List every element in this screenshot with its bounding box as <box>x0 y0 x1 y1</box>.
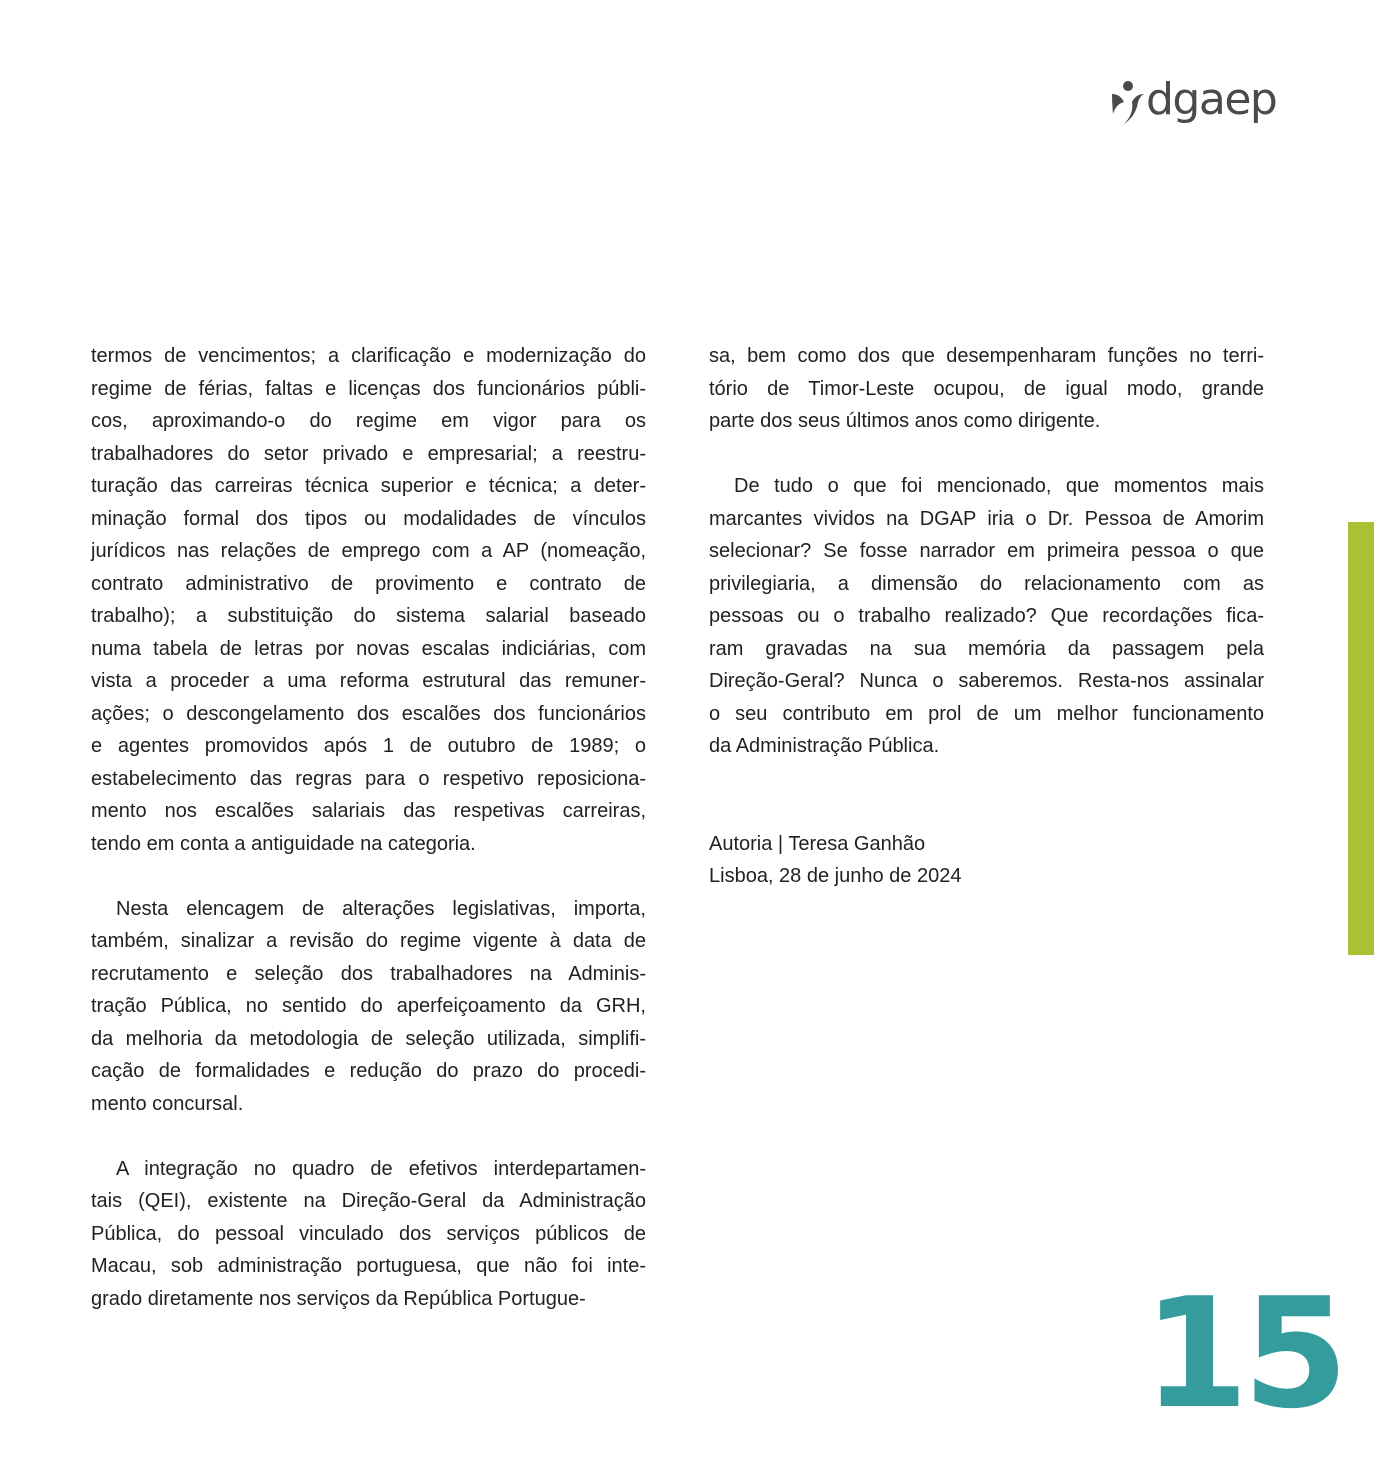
paragraph <box>91 893 646 1121</box>
text-line: recrutamento e seleção dos trabalhadores na Adminis- <box>91 962 646 985</box>
paragraph <box>709 340 1264 438</box>
text-line: regime de férias, faltas e licenças dos funcionários públi- <box>91 377 646 400</box>
text-line: da melhoria da metodologia de seleção utilizada, simplifi- <box>91 1027 646 1050</box>
text-line: grado diretamente nos serviços da República Portugue- <box>91 1287 586 1310</box>
paragraph <box>91 340 646 860</box>
logo-text: dgaep <box>1146 74 1277 125</box>
text-line: mento nos escalões salariais das respetivas carreiras, <box>91 800 646 822</box>
text-line: minação formal dos tipos ou modalidades de vínculos <box>91 507 646 530</box>
author: Autoria | Teresa Ganhão <box>709 832 926 855</box>
text-line: tração Pública, no sentido do aperfeiçoamento da GRH, <box>91 995 646 1017</box>
text-line: cação de formalidades e redução do prazo do procedi- <box>91 1060 646 1082</box>
text-line: e agentes promovidos após 1 de outubro de 1989; o <box>91 735 646 757</box>
text-line: o seu contributo em prol de um melhor funcionamento <box>709 702 1264 725</box>
dgaep-logo <box>1110 74 1277 126</box>
text-line: ram gravadas na sua memória da passagem pela <box>709 637 1264 660</box>
accent-bar <box>1348 522 1374 955</box>
text-line: contrato administrativo de provimento e contrato de <box>91 572 646 595</box>
text-line: A integração no quadro de efetivos interdepartamen- <box>116 1157 646 1180</box>
page-number: 15 <box>1143 1265 1343 1442</box>
text-line: pessoas ou o trabalho realizado? Que recordações fica- <box>709 605 1264 627</box>
text-line: Pública, do pessoal vinculado dos serviços públicos de <box>91 1222 646 1245</box>
text-line: da Administração Pública. <box>709 735 940 757</box>
text-line: estabelecimento das regras para o respetivo reposiciona- <box>91 767 646 790</box>
text-line: Direção-Geral? Nunca o saberemos. Resta-nos assinalar <box>709 670 1264 692</box>
text-line: ações; o descongelamento dos escalões dos funcionários <box>91 702 646 725</box>
text-line: turação das carreiras técnica superior e técnica; a deter- <box>91 475 646 497</box>
text-line: sa, bem como dos que desempenharam funções no terri- <box>709 345 1264 367</box>
text-line: Nesta elencagem de alterações legislativas, importa, <box>116 897 646 920</box>
left-column <box>91 340 646 1348</box>
text-line: selecionar? Se fosse narrador em primeira pessoa o que <box>709 540 1264 562</box>
text-line: tais (QEI), existente na Direção-Geral da Administração <box>91 1190 646 1212</box>
text-line: privilegiaria, a dimensão do relacionamento com as <box>709 572 1264 595</box>
right-column <box>709 340 1264 893</box>
text-line: parte dos seus últimos anos como dirigente. <box>709 410 1101 432</box>
text-line: tório de Timor-Leste ocupou, de igual modo, grande <box>709 377 1264 400</box>
text-line: trabalhadores do setor privado e empresarial; a reestru- <box>91 442 646 465</box>
text-line: marcantes vividos na DGAP iria o Dr. Pessoa de Amorim <box>709 507 1264 530</box>
paragraph <box>709 470 1264 763</box>
text-line: Macau, sob administração portuguesa, que não foi inte- <box>91 1255 646 1277</box>
text-line: também, sinalizar a revisão do regime vigente à data de <box>91 930 646 952</box>
signature <box>709 828 1264 893</box>
text-line: termos de vencimentos; a clarificação e modernização do <box>91 345 646 367</box>
text-line: trabalho); a substituição do sistema salarial baseado <box>91 605 646 627</box>
text-line: mento concursal. <box>91 1092 244 1115</box>
text-line: jurídicos nas relações de emprego com a AP (nomeação, <box>91 540 646 562</box>
text-line: tendo em conta a antiguidade na categoria. <box>91 832 476 855</box>
text-line: cos, aproximando-o do regime em vigor para os <box>91 410 646 432</box>
paragraph <box>91 1153 646 1316</box>
text-line: De tudo o que foi mencionado, que momentos mais <box>734 475 1264 497</box>
text-line: numa tabela de letras por novas escalas indiciárias, com <box>91 637 646 660</box>
place-date: Lisboa, 28 de junho de 2024 <box>709 865 962 887</box>
text-line: vista a proceder a uma reforma estrutural das remuner- <box>91 670 646 692</box>
person-figure-icon <box>1110 80 1146 126</box>
